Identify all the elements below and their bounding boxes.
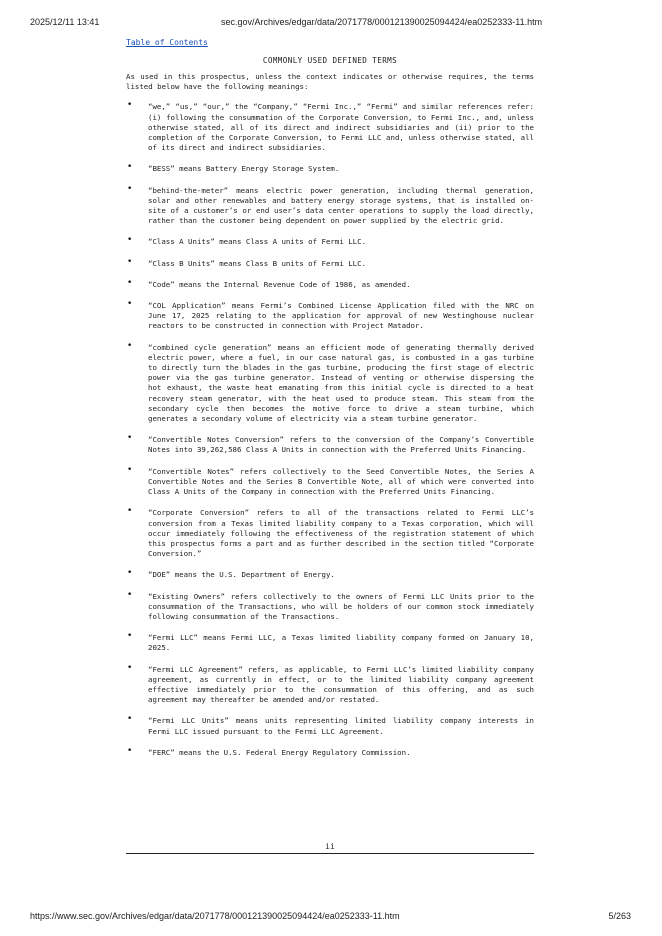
bullet-icon: • bbox=[127, 745, 133, 756]
bullet-icon: • bbox=[127, 589, 133, 600]
definition-text: “Convertible Notes” refers collectively to the Seed Convertible Notes, the Series A Convertible Notes and the Series B Convertible Note, all of which were converted into Class A Units of the Company in connection with the Preferred Units Financing. bbox=[148, 466, 534, 497]
definition-text: “Class B Units” means Class B units of Fermi LLC. bbox=[148, 258, 367, 268]
bullet-icon: • bbox=[127, 506, 133, 517]
browser-datetime: 2025/12/11 13:41 bbox=[30, 17, 100, 27]
definition-item bbox=[126, 464, 534, 498]
definition-text: “COL Application” means Fermi’s Combined License Application filed with the NRC on June 17, 2025 relating to the application for approval of new Westinghouse nuclear reactors to be constructed in connection with Project Matador. bbox=[148, 301, 534, 331]
bullet-icon: • bbox=[127, 714, 133, 725]
bullet-icon: • bbox=[127, 235, 133, 246]
footer-divider bbox=[126, 853, 534, 854]
definition-text: “Convertible Notes Conversion” refers to the conversion of the Company’s Convertible Notes into 39,262,586 Class A Units in connection with the Preferred Units Financing. bbox=[148, 435, 534, 455]
browser-header-url: sec.gov/Archives/edgar/data/2071778/000121390025094424/ea0252333-11.htm bbox=[221, 17, 543, 27]
bullet-icon: • bbox=[127, 433, 133, 444]
definition-text: “DOE” means the U.S. Department of Energy. bbox=[148, 570, 335, 580]
definition-item bbox=[126, 301, 534, 332]
bullet-icon: • bbox=[127, 277, 133, 288]
bullet-icon: • bbox=[127, 340, 133, 351]
definition-item bbox=[126, 435, 534, 455]
definition-text: “combined cycle generation” means an efficient mode of generating thermally derived electric power, where a fuel, in our case natural gas, is combusted in a gas turbine to directly turn the blades in the gas turbine, producing the first stage of electric power via the gas turbine generator. Instead of venting or otherwise dispersing the hot exhaust, the waste heat emanating from this initial cycle is directed to a heat recovery steam generator, with the heat used to produce steam. This steam from the secondary cycle then becomes the motive force to drive a steam turbine, which generates a secondary volume of electricity via a steam turbine generator. bbox=[148, 342, 534, 424]
definition-item bbox=[126, 256, 534, 269]
definition-text: “Existing Owners” refers collectively to the owners of Fermi LLC Units prior to the consummation of the Transactions, who will be holders of our common stock immediately following consummation of the Transactions. bbox=[148, 591, 534, 621]
bullet-icon: • bbox=[127, 256, 133, 267]
definition-text: “FERC” means the U.S. Federal Energy Regulatory Commission. bbox=[148, 747, 411, 757]
definition-item bbox=[126, 716, 534, 736]
definition-text: “we,” “us,” “our,” the “Company,” “Fermi Inc.,” “Fermi” and similar references refer: (i) following the consummation of the Corporate Conversion, to Fermi Inc., and, unless otherwise stated, all of its direct and indirect subsidiaries and (ii) prior to the completion of the Corporate Conversion, to Fermi LLC and, unless otherwise stated, all of its direct and indirect subsidiaries. bbox=[148, 102, 534, 153]
definition-text: “Fermi LLC” means Fermi LLC, a Texas limited liability company formed on January 10, 2025. bbox=[148, 633, 534, 653]
definition-item bbox=[126, 570, 534, 580]
page-title: COMMONLY USED DEFINED TERMS bbox=[262, 56, 398, 65]
bullet-icon: • bbox=[127, 568, 133, 579]
definition-item bbox=[126, 589, 534, 623]
page-number: ii bbox=[325, 842, 335, 851]
bullet-icon: • bbox=[127, 183, 133, 194]
bullet-icon: • bbox=[127, 100, 133, 111]
browser-footer-url: https://www.sec.gov/Archives/edgar/data/2071778/000121390025094424/ea0252333-11.htm bbox=[30, 911, 400, 921]
bullet-icon: • bbox=[127, 299, 133, 310]
bullet-icon: • bbox=[127, 662, 133, 673]
definition-item bbox=[126, 102, 534, 153]
intro-paragraph: As used in this prospectus, unless the context indicates or otherwise requires, the terms listed below have the following meanings: bbox=[126, 72, 534, 92]
bullet-icon: • bbox=[127, 464, 133, 475]
definition-item bbox=[126, 277, 534, 290]
definition-text: “Fermi LLC Units” means units representing limited liability company interests in Fermi LLC issued pursuant to the Fermi LLC Agreement. bbox=[148, 716, 534, 736]
definition-text: “Class A Units” means Class A units of Fermi LLC. bbox=[148, 237, 367, 247]
definition-item bbox=[126, 508, 534, 559]
definitions-list bbox=[126, 102, 534, 758]
table-of-contents-link[interactable]: Table of Contents bbox=[126, 38, 208, 47]
definition-item bbox=[126, 340, 534, 425]
definition-item bbox=[126, 183, 534, 227]
bullet-icon: • bbox=[127, 162, 133, 173]
definition-item bbox=[126, 237, 534, 247]
definition-text: “Code” means the Internal Revenue Code of 1986, as amended. bbox=[148, 279, 411, 289]
definition-item bbox=[126, 633, 534, 653]
document-page bbox=[126, 36, 534, 758]
definition-item bbox=[126, 745, 534, 758]
definition-text: “Fermi LLC Agreement” refers, as applicable, to Fermi LLC’s limited liability company agreement, as currently in effect, or to the limited liability company agreement effective immediately prior to the consummation of this offering, and as such agreement may thereafter be amended and/or restated. bbox=[148, 664, 534, 705]
definition-text: “BESS” means Battery Energy Storage System. bbox=[148, 164, 340, 174]
definition-item bbox=[126, 662, 534, 706]
page-counter: 5/263 bbox=[608, 911, 631, 921]
definition-item bbox=[126, 164, 534, 174]
bullet-icon: • bbox=[127, 631, 133, 642]
definition-text: “behind-the-meter” means electric power generation, including thermal generation, solar and other renewables and battery energy storage systems, that is installed on-site of a customer’s or end user’s data center operations to supply the load directly, rather than the customer being dependent on power supplied by the electric grid. bbox=[148, 185, 534, 226]
definition-text: “Corporate Conversion” refers to all of the transactions related to Fermi LLC’s conversion from a Texas limited liability company to a Texas corporation, which will occur immediately following the effectiveness of the registration statement of which this prospectus forms a part and as further described in the section titled “Corporate Conversion.” bbox=[148, 508, 534, 559]
